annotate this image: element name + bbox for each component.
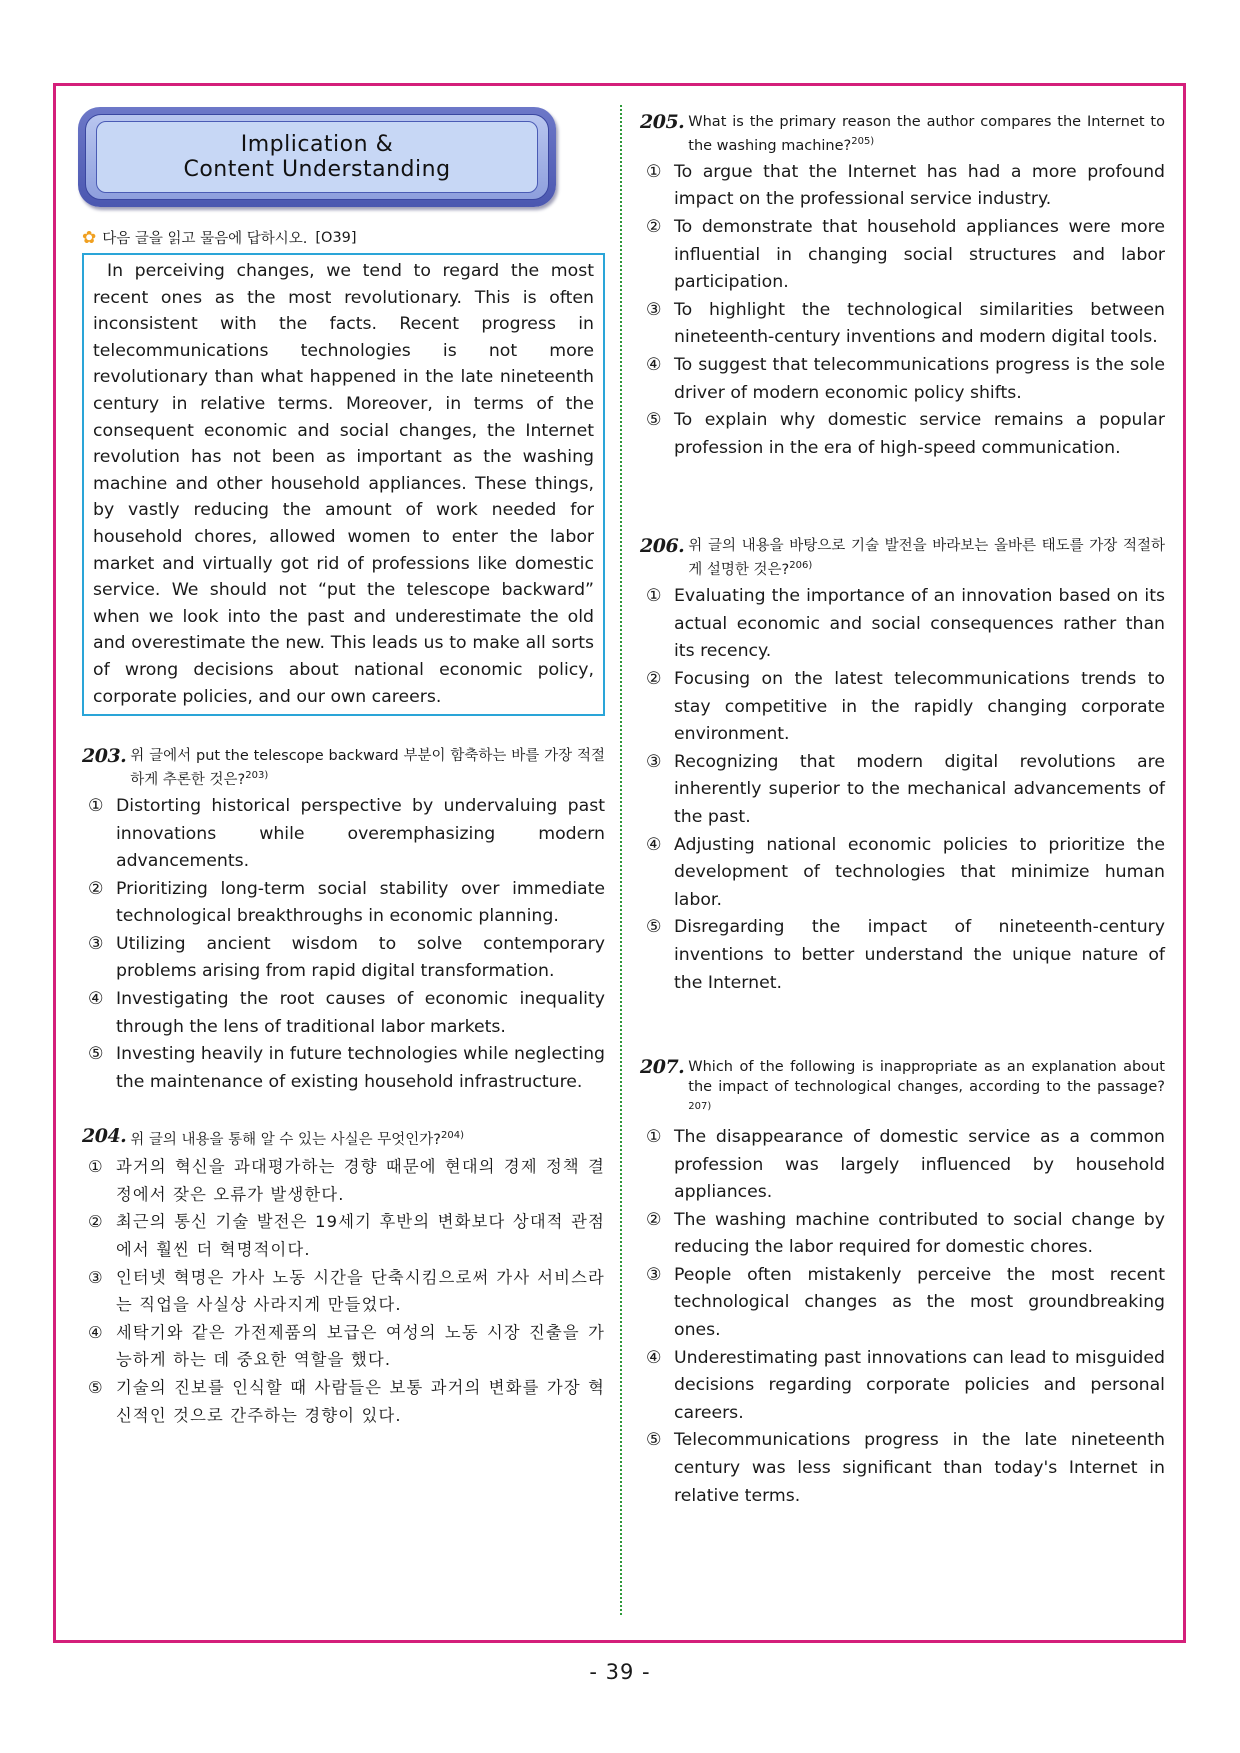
option-marker: ②: [646, 668, 662, 689]
option-marker: ④: [646, 1347, 662, 1368]
answer-options: [640, 159, 1165, 463]
option-marker: ③: [646, 299, 662, 320]
answer-option[interactable]: [640, 1207, 1165, 1262]
option-text: Utilizing ancient wisdom to solve contemporary problems arising from rapid digital transformation.: [116, 933, 605, 982]
answer-option[interactable]: [640, 583, 1165, 666]
answer-options: [640, 583, 1165, 997]
option-marker: ②: [646, 217, 662, 238]
answer-option[interactable]: [640, 214, 1165, 297]
question-stem: [688, 1057, 1165, 1121]
option-marker: ③: [88, 933, 104, 954]
answer-option[interactable]: [640, 297, 1165, 352]
option-marker: ②: [646, 1209, 662, 1230]
answer-option[interactable]: [640, 1427, 1165, 1510]
answer-options: [82, 1153, 605, 1429]
question-stem-text: 위 글에서 put the telescope backward 부분이 함축하는 바를 가장 적절하게 추론한 것은?: [130, 748, 605, 788]
instruction: [82, 227, 605, 248]
question-number: 204.: [82, 1125, 127, 1148]
option-marker: ②: [88, 878, 104, 899]
question-stem-text: 위 글의 내용을 통해 알 수 있는 사실은 무엇인가?: [130, 1132, 441, 1149]
answer-options: [82, 793, 605, 1097]
option-marker: ④: [646, 354, 662, 375]
answer-option[interactable]: [82, 1208, 605, 1263]
flower-icon: ✿: [82, 227, 97, 248]
option-text: Disregarding the impact of nineteenth-century inventions to better understand the unique nature of the Internet.: [674, 917, 1165, 993]
question-header: [82, 1126, 605, 1150]
option-marker: ④: [88, 1322, 104, 1342]
question-header: [82, 746, 605, 790]
option-marker: ⑤: [88, 1378, 104, 1398]
question-stem: [130, 746, 605, 790]
option-text: To argue that the Internet has had a more profound impact on the professional service industry.: [674, 161, 1165, 210]
column-divider: [620, 105, 622, 1615]
footnote-ref: 205): [851, 136, 875, 147]
question-205: [640, 112, 1165, 462]
question-stem-text: Which of the following is inappropriate as an explanation about the impact of technological changes, according to the passage?: [688, 1059, 1165, 1096]
option-text: Telecommunications progress in the late nineteenth century was less significant than today's Internet in relative terms.: [674, 1430, 1165, 1506]
option-marker: ①: [646, 161, 662, 182]
question-stem-text: 위 글의 내용을 바탕으로 기술 발전을 바라보는 올바른 태도를 가장 적절하게 설명한 것은?: [688, 538, 1165, 579]
option-text: To demonstrate that household appliances were more influential in changing social structures and labor participation.: [674, 217, 1165, 293]
answer-option[interactable]: [640, 352, 1165, 407]
option-marker: ①: [646, 1126, 662, 1147]
option-text: 인터넷 혁명은 가사 노동 시간을 단축시킴으로써 가사 서비스라는 직업을 사실상 사라지게 만들었다.: [116, 1267, 605, 1315]
answer-option[interactable]: [82, 1319, 605, 1374]
answer-option[interactable]: [640, 159, 1165, 214]
option-marker: ⑤: [646, 1430, 662, 1451]
option-text: Recognizing that modern digital revolutions are inherently superior to the mechanical advancements of the past.: [674, 751, 1165, 827]
question-stem: [688, 112, 1165, 156]
option-text: Focusing on the latest telecommunications trends to stay competitive in the rapidly changing corporate environment.: [674, 668, 1165, 745]
answer-option[interactable]: [640, 749, 1165, 832]
option-text: The disappearance of domestic service as a common profession was largely influenced by household appliances.: [674, 1126, 1165, 1203]
answer-option[interactable]: [640, 1345, 1165, 1428]
option-text: The washing machine contributed to social change by reducing the labor required for domestic chores.: [674, 1209, 1165, 1258]
footnote-ref: 203): [245, 770, 269, 782]
option-marker: ④: [88, 989, 104, 1010]
answer-option[interactable]: [640, 1124, 1165, 1207]
answer-options: [640, 1124, 1165, 1510]
page-number: - 39 -: [589, 1660, 651, 1684]
footnote-ref: 207): [688, 1101, 712, 1113]
banner-title-line1: Implication &: [240, 132, 394, 157]
question-header: [640, 112, 1165, 156]
option-text: To explain why domestic service remains a popular profession in the era of high-speed communication.: [674, 410, 1165, 458]
answer-option[interactable]: [640, 1262, 1165, 1345]
option-marker: ③: [646, 1264, 662, 1285]
instruction-text: 다음 글을 읽고 물음에 답하시오.: [102, 231, 308, 247]
right-column: [640, 112, 1165, 1510]
option-marker: ⑤: [646, 410, 662, 431]
answer-option[interactable]: [640, 914, 1165, 997]
option-marker: ③: [646, 751, 662, 772]
question-stem: [688, 536, 1165, 580]
question-number: 203.: [82, 745, 127, 768]
option-text: Prioritizing long-term social stability over immediate technological breakthroughs in economic planning.: [116, 878, 605, 927]
option-marker: ⑤: [88, 1044, 104, 1065]
answer-option[interactable]: [82, 793, 605, 876]
answer-option[interactable]: [640, 832, 1165, 915]
option-text: Underestimating past innovations can lead to misguided decisions regarding corporate policies and personal careers.: [674, 1347, 1165, 1423]
option-text: People often mistakenly perceive the most recent technological changes as the most groundbreaking ones.: [674, 1264, 1165, 1341]
option-marker: ⑤: [646, 917, 662, 938]
section-banner: [78, 107, 556, 207]
reading-passage: [82, 253, 605, 716]
question-stem-text: What is the primary reason the author compares the Internet to the washing machine?: [688, 114, 1165, 154]
left-column: [82, 107, 605, 1429]
answer-option[interactable]: [82, 1041, 605, 1096]
answer-option[interactable]: [82, 1264, 605, 1319]
answer-option[interactable]: [82, 1374, 605, 1429]
option-text: Investing heavily in future technologies while neglecting the maintenance of existing household infrastructure.: [116, 1044, 605, 1092]
question-number: 206.: [640, 535, 685, 558]
question-206: [640, 536, 1165, 997]
option-marker: ②: [88, 1212, 104, 1232]
option-text: To highlight the technological similarities between nineteenth-century inventions and modern digital tools.: [674, 299, 1165, 348]
option-marker: ①: [88, 795, 104, 816]
question-header: [640, 1057, 1165, 1121]
option-marker: ③: [88, 1267, 104, 1287]
banner-title-line2: Content Understanding: [183, 157, 451, 182]
option-text: Investigating the root causes of economic inequality through the lens of traditional labor markets.: [116, 989, 605, 1037]
question-number: 205.: [640, 111, 685, 133]
answer-option[interactable]: [82, 931, 605, 986]
answer-option[interactable]: [82, 986, 605, 1041]
answer-option[interactable]: [640, 666, 1165, 749]
footnote-ref: 206): [789, 560, 813, 572]
question-207: [640, 1057, 1165, 1510]
option-marker: ④: [646, 834, 662, 855]
question-header: [640, 536, 1165, 580]
option-text: To suggest that telecommunications progress is the sole driver of modern economic policy shifts.: [674, 354, 1165, 403]
option-text: 과거의 혁신을 과대평가하는 경향 때문에 현대의 경제 정책 결정에서 잦은 오류가 발생한다.: [116, 1157, 605, 1204]
answer-option[interactable]: [82, 1153, 605, 1208]
option-marker: ①: [88, 1157, 104, 1177]
question-204: [82, 1126, 605, 1429]
option-text: Adjusting national economic policies to prioritize the development of technologies that minimize human labor.: [674, 834, 1165, 910]
passage-code: [O39]: [315, 229, 357, 246]
option-marker: ①: [646, 586, 662, 607]
question-stem: [130, 1126, 605, 1150]
option-text: Distorting historical perspective by undervaluing past innovations while overemphasizing modern advancements.: [116, 795, 605, 872]
footnote-ref: 204): [440, 1130, 464, 1142]
option-text: Evaluating the importance of an innovation based on its actual economic and social consequences rather than its recency.: [674, 586, 1165, 662]
option-text: 세탁기와 같은 가전제품의 보급은 여성의 노동 시장 진출을 가능하게 하는 데 중요한 역할을 했다.: [116, 1322, 605, 1370]
option-text: 최근의 통신 기술 발전은 19세기 후반의 변화보다 상대적 관점에서 훨씬 더 혁명적이다.: [116, 1212, 605, 1260]
option-text: 기술의 진보를 인식할 때 사람들은 보통 과거의 변화를 가장 혁신적인 것으로 간주하는 경향이 있다.: [116, 1378, 605, 1425]
answer-option[interactable]: [640, 407, 1165, 462]
question-number: 207.: [640, 1056, 685, 1079]
passage-text: In perceiving changes, we tend to regard the most recent ones as the most revolutionary. This is often inconsistent with the facts. Recent progress in telecommunications technologies is not more revolutionary than what happened in the late nineteenth century in relative terms. Moreover, in terms of the consequent economic and social changes, the Internet revolution has not been as important as the washing machine and other household appliances. These things, by vastly reducing the amount of work needed for household chores, allowed women to enter the labor market and virtually got rid of professions like domestic service. We should not “put the telescope backward” when we look into the past and underestimate the old and overestimate the new. This leads us to make all sorts of wrong decisions about national economic policy, corporate policies, and our own careers.: [93, 261, 594, 707]
question-203: [82, 746, 605, 1096]
answer-option[interactable]: [82, 876, 605, 931]
